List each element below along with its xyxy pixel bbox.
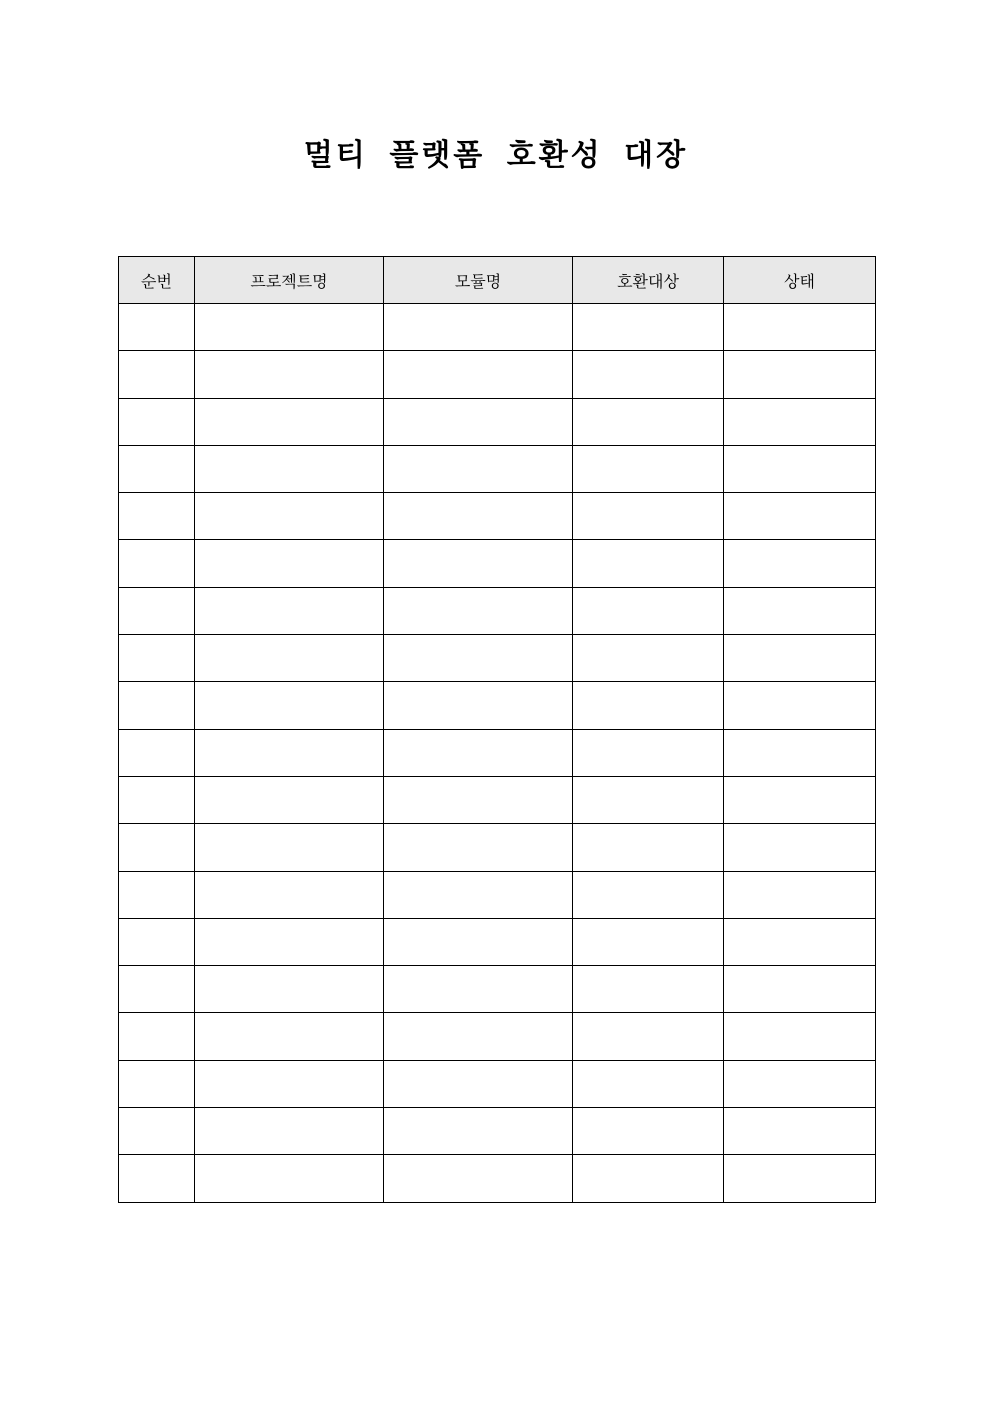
cell-compat-target	[573, 445, 724, 492]
cell-compat-target	[573, 824, 724, 871]
cell-project-name	[195, 682, 384, 729]
cell-module-name	[384, 398, 573, 445]
cell-status	[724, 918, 876, 965]
cell-compat-target	[573, 635, 724, 682]
cell-project-name	[195, 635, 384, 682]
cell-compat-target	[573, 871, 724, 918]
cell-status	[724, 1060, 876, 1107]
cell-module-name	[384, 587, 573, 634]
compatibility-ledger-table	[118, 256, 876, 1203]
cell-module-name	[384, 304, 573, 351]
header-project-name: 프로젝트명	[195, 257, 384, 304]
cell-compat-target	[573, 1060, 724, 1107]
cell-project-name	[195, 540, 384, 587]
cell-status	[724, 966, 876, 1013]
cell-module-name	[384, 1155, 573, 1202]
cell-status	[724, 729, 876, 776]
page-title: 멀티 플랫폼 호환성 대장	[303, 138, 689, 173]
cell-project-name	[195, 587, 384, 634]
table-row	[119, 1155, 876, 1202]
cell-compat-target	[573, 729, 724, 776]
header-compat-target: 호환대상	[573, 257, 724, 304]
table-row	[119, 1013, 876, 1060]
cell-compat-target	[573, 966, 724, 1013]
cell-status	[724, 587, 876, 634]
cell-seq	[119, 445, 195, 492]
table-row	[119, 966, 876, 1013]
cell-project-name	[195, 824, 384, 871]
cell-seq	[119, 493, 195, 540]
cell-module-name	[384, 445, 573, 492]
cell-project-name	[195, 776, 384, 823]
cell-module-name	[384, 729, 573, 776]
cell-module-name	[384, 776, 573, 823]
cell-seq	[119, 398, 195, 445]
table-row	[119, 871, 876, 918]
cell-status	[724, 776, 876, 823]
cell-module-name	[384, 1060, 573, 1107]
cell-seq	[119, 540, 195, 587]
table-row	[119, 635, 876, 682]
cell-status	[724, 635, 876, 682]
cell-project-name	[195, 871, 384, 918]
cell-module-name	[384, 1108, 573, 1155]
cell-project-name	[195, 1013, 384, 1060]
table-row	[119, 1108, 876, 1155]
cell-compat-target	[573, 918, 724, 965]
cell-project-name	[195, 729, 384, 776]
table-row	[119, 776, 876, 823]
header-status: 상태	[724, 257, 876, 304]
table-row	[119, 824, 876, 871]
cell-compat-target	[573, 1155, 724, 1202]
cell-project-name	[195, 398, 384, 445]
cell-module-name	[384, 635, 573, 682]
table-row	[119, 540, 876, 587]
cell-seq	[119, 1013, 195, 1060]
cell-compat-target	[573, 493, 724, 540]
cell-module-name	[384, 540, 573, 587]
cell-project-name	[195, 304, 384, 351]
cell-project-name	[195, 966, 384, 1013]
cell-seq	[119, 304, 195, 351]
table-header-row	[119, 257, 876, 304]
cell-seq	[119, 682, 195, 729]
cell-seq	[119, 351, 195, 398]
cell-project-name	[195, 445, 384, 492]
cell-seq	[119, 824, 195, 871]
cell-status	[724, 682, 876, 729]
table-row	[119, 398, 876, 445]
cell-compat-target	[573, 304, 724, 351]
cell-project-name	[195, 493, 384, 540]
cell-seq	[119, 729, 195, 776]
cell-module-name	[384, 966, 573, 1013]
table-row	[119, 682, 876, 729]
cell-compat-target	[573, 398, 724, 445]
cell-module-name	[384, 824, 573, 871]
table-row	[119, 729, 876, 776]
cell-module-name	[384, 871, 573, 918]
cell-seq	[119, 587, 195, 634]
table-body	[119, 304, 876, 1203]
cell-compat-target	[573, 776, 724, 823]
header-module-name: 모듈명	[384, 257, 573, 304]
cell-status	[724, 493, 876, 540]
cell-status	[724, 1108, 876, 1155]
table-row	[119, 351, 876, 398]
cell-seq	[119, 1060, 195, 1107]
cell-compat-target	[573, 540, 724, 587]
cell-module-name	[384, 493, 573, 540]
cell-status	[724, 540, 876, 587]
table-row	[119, 587, 876, 634]
cell-seq	[119, 635, 195, 682]
cell-seq	[119, 1108, 195, 1155]
cell-compat-target	[573, 1013, 724, 1060]
table-row	[119, 493, 876, 540]
cell-status	[724, 398, 876, 445]
cell-project-name	[195, 918, 384, 965]
table-row	[119, 304, 876, 351]
cell-status	[724, 1013, 876, 1060]
header-seq: 순번	[119, 257, 195, 304]
cell-seq	[119, 918, 195, 965]
cell-status	[724, 824, 876, 871]
cell-module-name	[384, 1013, 573, 1060]
table-row	[119, 918, 876, 965]
cell-status	[724, 1155, 876, 1202]
cell-compat-target	[573, 351, 724, 398]
cell-compat-target	[573, 682, 724, 729]
cell-seq	[119, 1155, 195, 1202]
cell-project-name	[195, 1108, 384, 1155]
cell-project-name	[195, 1155, 384, 1202]
cell-project-name	[195, 1060, 384, 1107]
cell-compat-target	[573, 1108, 724, 1155]
cell-module-name	[384, 682, 573, 729]
cell-module-name	[384, 918, 573, 965]
cell-status	[724, 351, 876, 398]
cell-seq	[119, 871, 195, 918]
cell-status	[724, 445, 876, 492]
table-row	[119, 1060, 876, 1107]
cell-seq	[119, 776, 195, 823]
cell-status	[724, 304, 876, 351]
cell-module-name	[384, 351, 573, 398]
cell-status	[724, 871, 876, 918]
cell-seq	[119, 966, 195, 1013]
cell-compat-target	[573, 587, 724, 634]
table-row	[119, 445, 876, 492]
cell-project-name	[195, 351, 384, 398]
